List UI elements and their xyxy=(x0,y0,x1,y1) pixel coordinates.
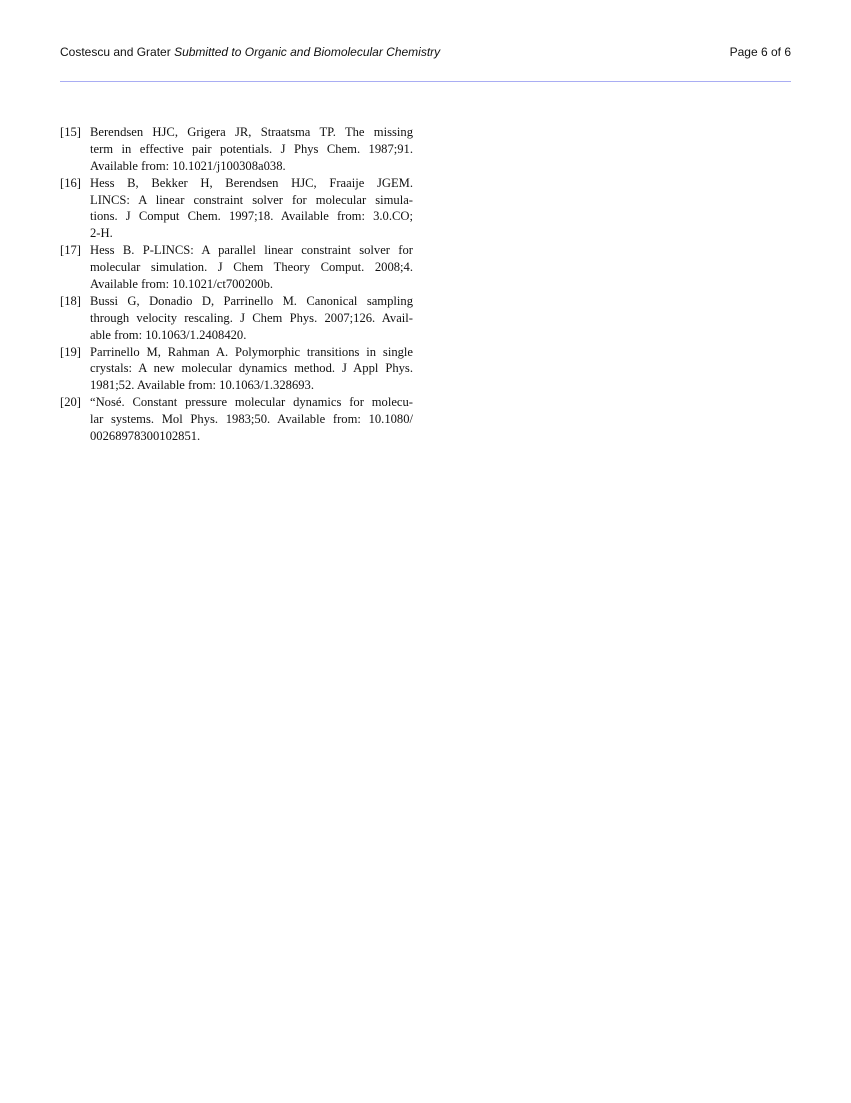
reference-item xyxy=(60,394,413,445)
reference-text-line: Hess B. P-LINCS: A parallel linear constraint solver for xyxy=(90,243,413,258)
reference-text-line: lar systems. Mol Phys. 1983;50. Available from: 10.1080/ xyxy=(90,412,413,427)
reference-text-line: 1981;52. Available from: 10.1063/1.328693. xyxy=(90,378,314,393)
reference-text-line: “Nosé. Constant pressure molecular dynamics for molecu- xyxy=(90,395,413,410)
reference-number: [20] xyxy=(60,395,81,410)
reference-number: [17] xyxy=(60,243,81,258)
reference-item xyxy=(60,242,413,293)
reference-text-line: tions. J Comput Chem. 1997;18. Available from: 3.0.CO; xyxy=(90,209,413,224)
reference-text-line: Available from: 10.1021/ct700200b. xyxy=(90,277,274,292)
header-journal: Submitted to Organic and Biomolecular Chemistry xyxy=(174,45,441,59)
header-authors: Costescu and Grater xyxy=(60,45,171,59)
page-number: Page 6 of 6 xyxy=(729,45,791,59)
reference-text-line: LINCS: A linear constraint solver for molecular simula- xyxy=(90,192,413,207)
reference-text-line: crystals: A new molecular dynamics method. J Appl Phys. xyxy=(90,361,413,376)
reference-text-line: through velocity rescaling. J Chem Phys. 2007;126. Avail- xyxy=(90,310,413,325)
reference-text-line: molecular simulation. J Chem Theory Comput. 2008;4. xyxy=(90,260,413,275)
reference-text-line: Bussi G, Donadio D, Parrinello M. Canonical sampling xyxy=(90,293,413,308)
reference-list xyxy=(60,124,413,445)
reference-text-line: Parrinello M, Rahman A. Polymorphic transitions in single xyxy=(90,344,413,359)
reference-number: [19] xyxy=(60,344,81,359)
reference-item xyxy=(60,175,413,243)
reference-text-line: Available from: 10.1021/j100308a038. xyxy=(90,158,286,173)
reference-number: [16] xyxy=(60,175,81,190)
reference-text-line: Berendsen HJC, Grigera JR, Straatsma TP. The missing xyxy=(90,125,413,139)
reference-item xyxy=(60,344,413,395)
reference-number: [18] xyxy=(60,293,81,308)
reference-text-line: Hess B, Bekker H, Berendsen HJC, Fraaije JGEM. xyxy=(90,175,413,190)
running-header xyxy=(60,45,791,59)
reference-text-line: able from: 10.1063/1.2408420. xyxy=(90,327,247,342)
reference-item xyxy=(60,124,413,175)
reference-text-line: term in effective pair potentials. J Phys Chem. 1987;91. xyxy=(90,141,413,156)
reference-text-line: 2-H. xyxy=(90,226,113,241)
reference-item xyxy=(60,293,413,344)
reference-number: [15] xyxy=(60,125,81,139)
header-divider xyxy=(60,81,791,82)
reference-text-line: 00268978300102851. xyxy=(90,429,201,444)
